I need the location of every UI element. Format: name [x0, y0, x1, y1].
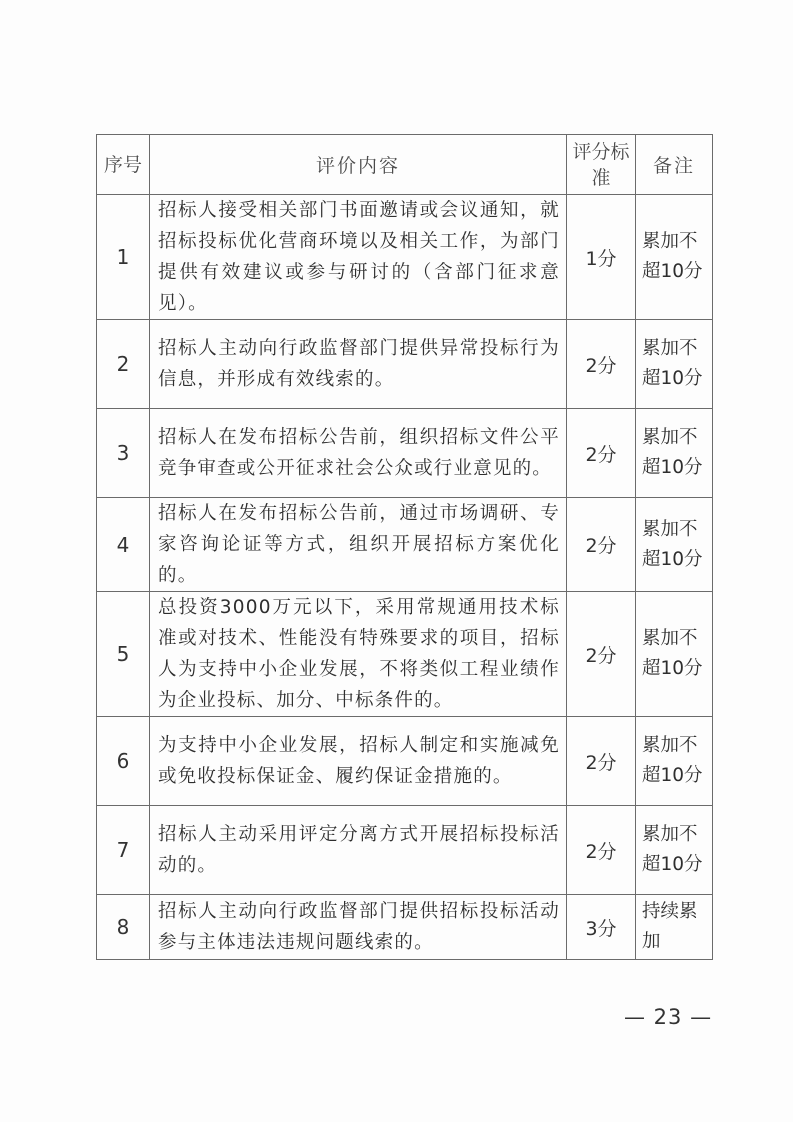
table-row	[97, 195, 713, 320]
row-score: 2分	[567, 320, 636, 409]
row-note: 累加不超10分	[636, 806, 713, 895]
row-score: 2分	[567, 717, 636, 806]
row-score: 1分	[567, 195, 636, 320]
table-header-row	[97, 135, 713, 195]
row-number: 6	[97, 717, 150, 806]
row-number: 4	[97, 498, 150, 592]
page-number: — 23 —	[624, 1005, 713, 1029]
header-serial-number: 序号	[97, 135, 150, 195]
evaluation-table	[96, 134, 713, 960]
row-note: 累加不超10分	[636, 717, 713, 806]
row-number: 5	[97, 592, 150, 717]
row-note: 累加不超10分	[636, 320, 713, 409]
header-scoring-standard: 评分标准	[567, 135, 636, 195]
row-note: 累加不超10分	[636, 409, 713, 498]
row-note: 持续累加	[636, 895, 713, 960]
table-row	[97, 895, 713, 960]
row-score: 2分	[567, 592, 636, 717]
table-row	[97, 409, 713, 498]
row-score: 2分	[567, 806, 636, 895]
row-score: 2分	[567, 409, 636, 498]
row-note: 累加不超10分	[636, 195, 713, 320]
table-row	[97, 592, 713, 717]
row-score: 3分	[567, 895, 636, 960]
row-content: 总投资3000万元以下，采用常规通用技术标准或对技术、性能没有特殊要求的项目，招标人为支持中小企业发展，不将类似工程业绩作为企业投标、加分、中标条件的。	[150, 592, 567, 717]
row-number: 8	[97, 895, 150, 960]
row-content: 招标人接受相关部门书面邀请或会议通知，就招标投标优化营商环境以及相关工作，为部门提供有效建议或参与研讨的（含部门征求意见）。	[150, 195, 567, 320]
table-row	[97, 806, 713, 895]
row-content: 招标人在发布招标公告前，组织招标文件公平竞争审查或公开征求社会公众或行业意见的。	[150, 409, 567, 498]
row-number: 2	[97, 320, 150, 409]
row-content: 招标人主动向行政监督部门提供招标投标活动参与主体违法违规问题线索的。	[150, 895, 567, 960]
row-note: 累加不超10分	[636, 592, 713, 717]
row-number: 7	[97, 806, 150, 895]
row-content: 招标人主动采用评定分离方式开展招标投标活动的。	[150, 806, 567, 895]
table-row	[97, 498, 713, 592]
row-number: 3	[97, 409, 150, 498]
row-note: 累加不超10分	[636, 498, 713, 592]
table-row	[97, 717, 713, 806]
header-remarks: 备注	[636, 135, 713, 195]
row-content: 招标人在发布招标公告前，通过市场调研、专家咨询论证等方式，组织开展招标方案优化的。	[150, 498, 567, 592]
row-content: 为支持中小企业发展，招标人制定和实施减免或免收投标保证金、履约保证金措施的。	[150, 717, 567, 806]
header-evaluation-content: 评价内容	[150, 135, 567, 195]
row-score: 2分	[567, 498, 636, 592]
table-row	[97, 320, 713, 409]
row-number: 1	[97, 195, 150, 320]
row-content: 招标人主动向行政监督部门提供异常投标行为信息，并形成有效线索的。	[150, 320, 567, 409]
